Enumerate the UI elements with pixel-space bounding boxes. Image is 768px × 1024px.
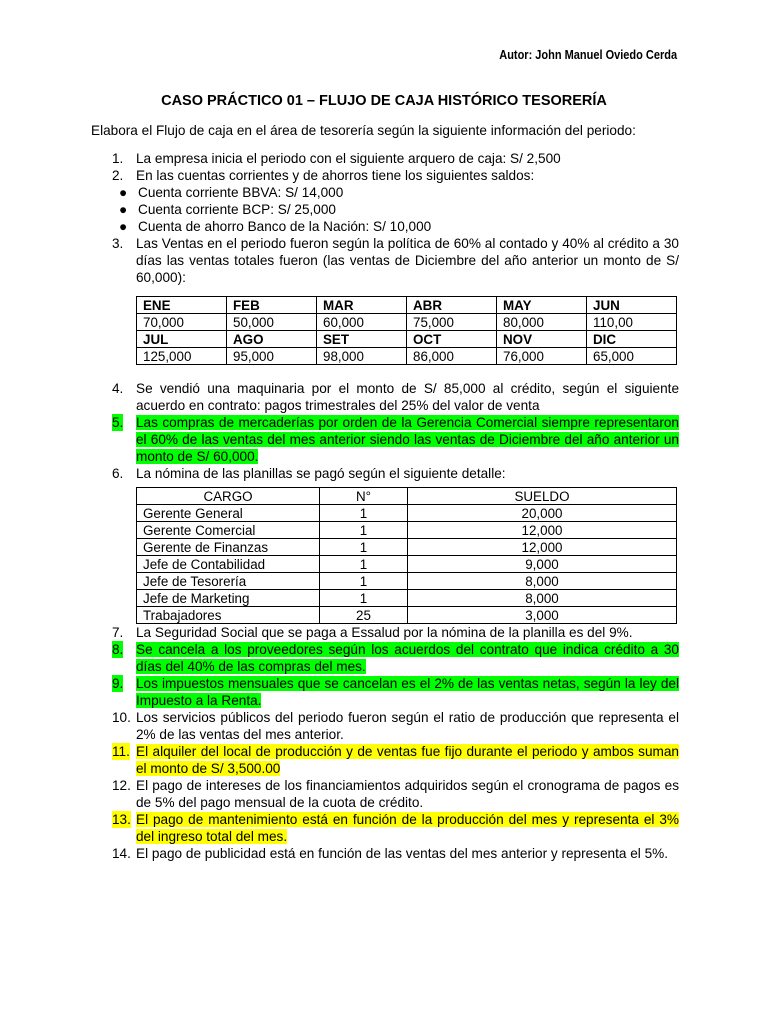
table-row <box>137 539 677 556</box>
list-item-11 <box>91 743 679 777</box>
bullet-dot-icon: ● <box>119 185 128 200</box>
value-cell: 50,000 <box>227 314 317 331</box>
column-header: CARGO <box>137 488 320 505</box>
item-number: 8. <box>112 642 124 657</box>
month-cell: NOV <box>497 331 587 348</box>
cargo-cell: Jefe de Marketing <box>137 590 320 607</box>
salary-cell: 3,000 <box>408 607 677 624</box>
list-item-13 <box>91 811 679 845</box>
month-cell: SET <box>317 331 407 348</box>
item-text: En las cuentas corrientes y de ahorros tiene los siguientes saldos: <box>136 168 535 183</box>
list-item-12 <box>91 777 679 811</box>
item-text: La nómina de las planillas se pagó según el siguiente detalle: <box>136 466 506 481</box>
item-number: 11. <box>112 744 130 759</box>
salary-cell: 12,000 <box>408 539 677 556</box>
list-item-14 <box>91 845 679 862</box>
bullet-item: ● Cuenta corriente BCP: S/ 25,000 <box>119 202 336 217</box>
item-text: Las Ventas en el periodo fueron según la política de 60% al contado y 40% al crédito a 30 días las ventas totales fueron (las ventas de Diciembre del año anterior un monto de S/ 60,000): <box>136 236 679 285</box>
month-cell: AGO <box>227 331 317 348</box>
item-number: 10. <box>112 710 131 725</box>
author-line: Autor: John Manuel Oviedo Cerda <box>499 48 677 62</box>
cargo-cell: Trabajadores <box>137 607 320 624</box>
table-header-row <box>137 488 677 505</box>
cargo-cell: Gerente Comercial <box>137 522 320 539</box>
month-cell: JUN <box>587 297 677 314</box>
item-number: 14. <box>112 846 131 861</box>
item-number: 2. <box>112 168 124 183</box>
cargo-cell: Gerente de Finanzas <box>137 539 320 556</box>
count-cell: 1 <box>320 556 408 573</box>
item-number: 7. <box>112 625 124 640</box>
column-header: SUELDO <box>408 488 677 505</box>
salary-cell: 8,000 <box>408 573 677 590</box>
cargo-cell: Gerente General <box>137 505 320 522</box>
month-cell: FEB <box>227 297 317 314</box>
count-cell: 1 <box>320 522 408 539</box>
table-row <box>137 314 677 331</box>
list-item-10 <box>91 709 679 743</box>
payroll-table <box>136 487 677 624</box>
list-item-4 <box>91 380 679 414</box>
cargo-cell: Jefe de Contabilidad <box>137 556 320 573</box>
list-item-6 <box>91 465 679 482</box>
item-number: 4. <box>112 381 124 396</box>
list-item-9 <box>91 675 679 709</box>
intro-paragraph: Elabora el Flujo de caja en el área de tesorería según la siguiente información del periodo: <box>91 123 636 138</box>
item-number: 12. <box>112 778 131 793</box>
page-title: CASO PRÁCTICO 01 – FLUJO DE CAJA HISTÓRICO TESORERÍA <box>161 93 607 109</box>
value-cell: 98,000 <box>317 348 407 365</box>
item-number: 3. <box>112 236 124 251</box>
month-cell: ENE <box>137 297 227 314</box>
item-text: La Seguridad Social que se paga a Essalud por la nómina de la planilla es del 9%. <box>136 625 633 640</box>
items-list <box>91 150 679 862</box>
table-row <box>137 590 677 607</box>
item-number: 1. <box>112 151 124 166</box>
item-text: Los impuestos mensuales que se cancelan es el 2% de las ventas netas, según la ley del Impuesto a la Renta. <box>136 676 679 708</box>
count-cell: 1 <box>320 590 408 607</box>
item-text: El pago de intereses de los financiamientos adquiridos según el cronograma de pagos es de 5% del pago mensual de la cuota de crédito. <box>136 778 679 810</box>
value-cell: 75,000 <box>407 314 497 331</box>
cargo-cell: Jefe de Tesorería <box>137 573 320 590</box>
accounts-bullet-list <box>91 184 679 235</box>
list-item-8 <box>91 641 679 675</box>
count-cell: 1 <box>320 573 408 590</box>
value-cell: 86,000 <box>407 348 497 365</box>
table-row <box>137 331 677 348</box>
item-text: Las compras de mercaderías por orden de la Gerencia Comercial siempre representaron el 60% de las ventas del mes anterior siendo las ventas de Diciembre del año anterior un monto de S/ 60,000. <box>136 415 679 464</box>
column-header: N° <box>320 488 408 505</box>
value-cell: 76,000 <box>497 348 587 365</box>
month-cell: DIC <box>587 331 677 348</box>
month-cell: ABR <box>407 297 497 314</box>
item-number: 9. <box>112 676 124 691</box>
list-item-7 <box>91 624 679 641</box>
value-cell: 80,000 <box>497 314 587 331</box>
item-text: Se vendió una maquinaria por el monto de S/ 85,000 al crédito, según el siguiente acuerdo en contrato: pagos trimestrales del 25% del valor de venta <box>136 381 679 413</box>
list-item-2 <box>91 167 679 184</box>
list-item-1 <box>91 150 679 167</box>
table-row <box>137 607 677 624</box>
table-row <box>137 348 677 365</box>
sales-table <box>136 296 677 365</box>
table-row <box>137 522 677 539</box>
item-text: Los servicios públicos del periodo fueron según el ratio de producción que representa el 2% de las ventas del mes anterior. <box>136 710 679 742</box>
item-text: El alquiler del local de producción y de ventas fue fijo durante el periodo y ambos suman el monto de S/ 3,500.00 <box>136 744 679 776</box>
table-row <box>137 573 677 590</box>
bullet-dot-icon: ● <box>119 219 128 234</box>
table-row <box>137 556 677 573</box>
value-cell: 95,000 <box>227 348 317 365</box>
item-number: 13. <box>112 812 131 827</box>
table-row <box>137 297 677 314</box>
value-cell: 60,000 <box>317 314 407 331</box>
list-item-3 <box>91 235 679 286</box>
item-text: Se cancela a los proveedores según los acuerdos del contrato que indica crédito a 30 días del 40% de las compras del mes. <box>136 642 679 674</box>
bullet-dot-icon: ● <box>119 202 128 217</box>
salary-cell: 20,000 <box>408 505 677 522</box>
bullet-item: ● Cuenta corriente BBVA: S/ 14,000 <box>119 185 344 200</box>
table-row <box>137 505 677 522</box>
item-text: La empresa inicia el periodo con el siguiente arquero de caja: S/ 2,500 <box>136 151 561 166</box>
bullet-item: ● Cuenta de ahorro Banco de la Nación: S/ 10,000 <box>119 219 432 234</box>
count-cell: 25 <box>320 607 408 624</box>
value-cell: 70,000 <box>137 314 227 331</box>
month-cell: JUL <box>137 331 227 348</box>
value-cell: 125,000 <box>137 348 227 365</box>
list-item-5 <box>91 414 679 465</box>
item-number: 5. <box>112 415 124 430</box>
salary-cell: 9,000 <box>408 556 677 573</box>
value-cell: 65,000 <box>587 348 677 365</box>
item-number: 6. <box>112 466 124 481</box>
month-cell: MAY <box>497 297 587 314</box>
value-cell: 110,00 <box>587 314 677 331</box>
salary-cell: 12,000 <box>408 522 677 539</box>
item-text: El pago de publicidad está en función de las ventas del mes anterior y representa el 5%. <box>136 846 668 861</box>
count-cell: 1 <box>320 505 408 522</box>
month-cell: OCT <box>407 331 497 348</box>
item-text: El pago de mantenimiento está en función de la producción del mes y representa el 3% del ingreso total del mes. <box>136 812 679 844</box>
count-cell: 1 <box>320 539 408 556</box>
month-cell: MAR <box>317 297 407 314</box>
salary-cell: 8,000 <box>408 590 677 607</box>
